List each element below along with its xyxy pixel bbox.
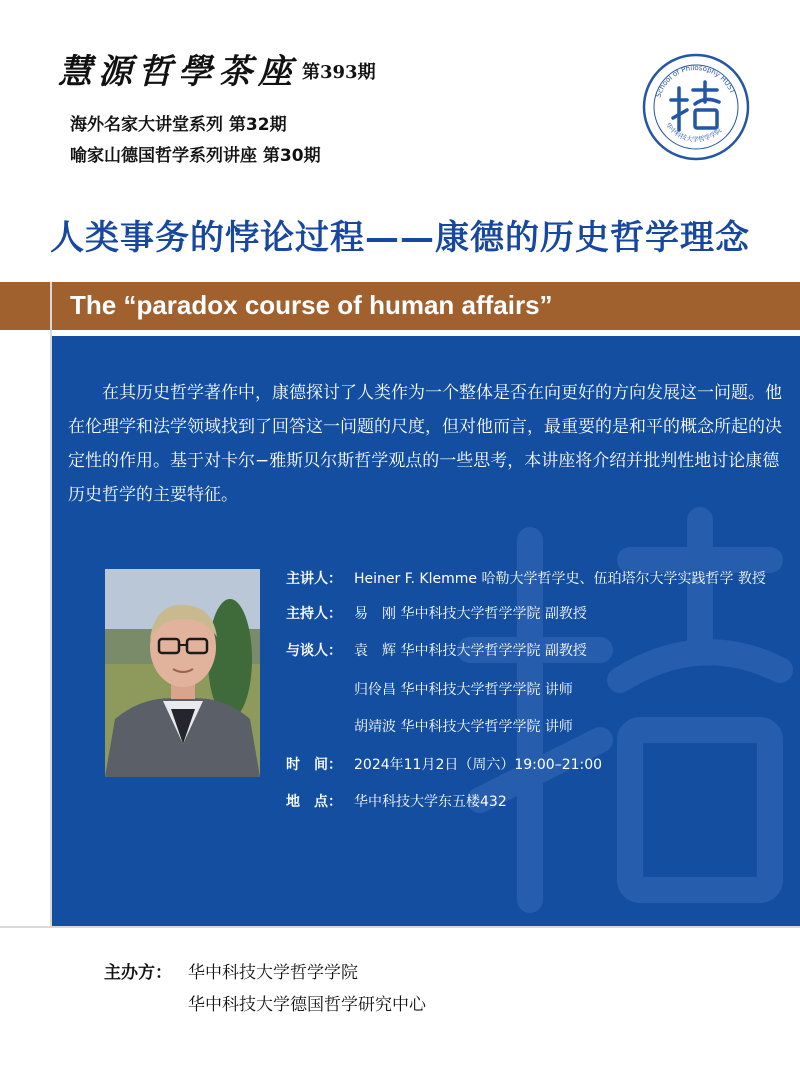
info-row-time — [286, 754, 602, 774]
speaker-portrait-image — [105, 569, 260, 777]
lecture-title-en: The “paradox course of human affairs” — [70, 290, 553, 320]
info-label: 主讲人： — [286, 571, 342, 587]
info-label: 主持人： — [286, 606, 342, 622]
frame-line-horizontal — [0, 926, 800, 928]
info-label: 地 点： — [286, 794, 342, 810]
info-label — [286, 716, 354, 736]
organizer-name: 华中科技大学德国哲学研究中心 — [188, 995, 426, 1015]
info-value: 胡靖波 华中科技大学哲学学院 讲师 — [354, 719, 573, 735]
info-value: Heiner F. Klemme 哈勒大学哲学史、伍珀塔尔大学实践哲学 教授 — [354, 571, 766, 587]
info-row-speaker — [286, 568, 766, 588]
organizer-label: 主办方： — [104, 963, 172, 983]
speaker-photo — [105, 569, 260, 777]
organizer-name: 华中科技大学哲学学院 — [188, 963, 358, 983]
logo-text-cn: 华中科技大学哲学学院 — [663, 121, 724, 144]
info-label — [286, 679, 354, 699]
philosophy-glyph-watermark — [420, 500, 800, 920]
lecture-title-cn: 人类事务的悖论过程——康德的历史哲学理念 — [50, 218, 750, 258]
school-logo — [641, 52, 751, 162]
svg-text:School of Philosophy HUST — [654, 64, 736, 98]
info-row-host — [286, 603, 587, 623]
info-row-discussant — [286, 679, 573, 699]
frame-line-vertical — [50, 282, 52, 927]
abstract-paragraph: 在其历史哲学著作中，康德探讨了人类作为一个整体是否在向更好的方向发展这一问题。他在伦理学和法学领域找到了回答这一问题的尺度，但对他而言，最重要的是和平的概念所起的决定性的作用。基于对卡尔−雅斯贝尔斯哲学观点的一些思考，本讲座将介绍并批判性地讨论康德历史哲学的主要特征。 — [68, 383, 782, 505]
abstract-text — [68, 376, 788, 512]
info-label: 与谈人： — [286, 643, 342, 659]
brand-calligraphy: 慧源哲學茶座 — [58, 52, 298, 92]
logo-text-en: School of Philosophy HUST — [654, 63, 737, 99]
info-value: 归伶昌 华中科技大学哲学学院 讲师 — [354, 682, 573, 698]
info-label: 时 间： — [286, 757, 342, 773]
info-value: 袁 辉 华中科技大学哲学学院 副教授 — [354, 643, 587, 659]
info-value: 2024年11月2日（周六）19:00–21:00 — [354, 757, 603, 773]
series-line-overseas: 海外名家大讲堂系列 第32期 — [70, 115, 287, 135]
info-row-discussant — [286, 716, 573, 736]
info-row-location — [286, 791, 507, 811]
series-line-german: 喻家山德国哲学系列讲座 第30期 — [70, 146, 321, 166]
info-value: 易 刚 华中科技大学哲学学院 副教授 — [354, 606, 587, 622]
issue-number: 第393期 — [302, 62, 376, 83]
info-row-discussant — [286, 640, 587, 660]
info-value: 华中科技大学东五楼432 — [354, 794, 507, 810]
